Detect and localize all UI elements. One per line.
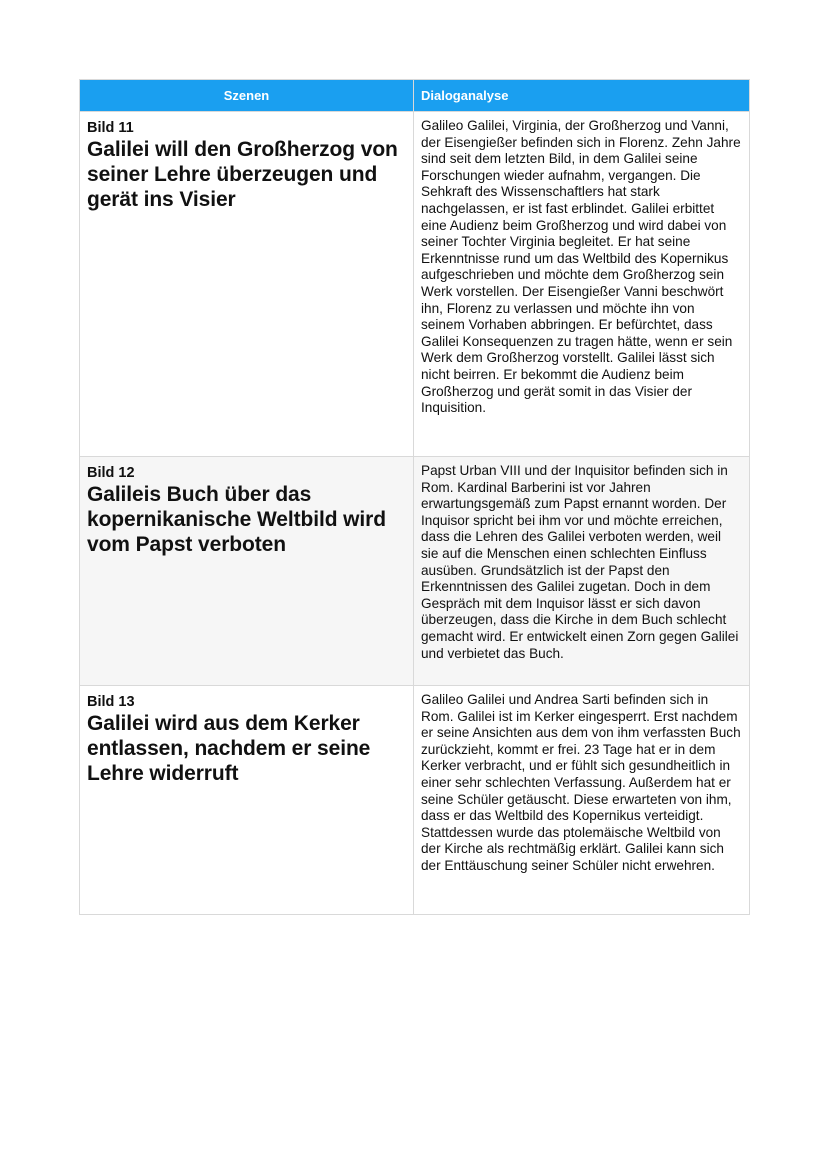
table-header-row [80,80,750,112]
analysis-text: Papst Urban VIII und der Inquisitor befinden sich in Rom. Kardinal Barberini ist vor Jahren erwartungsgemäß zum Papst ernannt worden. Der Inquisor spricht bei ihm vor und möchte erreichen, dass die Lehren des Galilei verboten werden, weil sie auf die Menschen einen schlechten Einfluss ausüben. Grundsätzlich ist der Papst den Erkenntnissen des Galilei zugetan. Doch in dem Gespräch mit dem Inquisor lässt er sich davon überzeugen, dass die Kirche in dem Buch schlecht gemacht wird. Er entwickelt einen Zorn gegen Galilei und verbietet das Buch. [421,463,739,661]
scene-cell [80,686,414,915]
analysis-cell [414,686,750,915]
table-row [80,457,750,686]
scene-title: Galilei will den Großherzog von seiner Lehre überzeugen und gerät ins Visier [87,138,398,211]
scene-number: Bild 11 [87,120,134,136]
scenes-table [79,79,750,915]
scene-title: Galilei wird aus dem Kerker entlassen, nachdem er seine Lehre widerruft [87,712,371,785]
header-analysis: Dialoganalyse [414,80,750,112]
analysis-cell [414,112,750,457]
header-scenes: Szenen [80,80,414,112]
scene-cell [80,112,414,457]
analysis-text: Galileo Galilei, Virginia, der Großherzog und Vanni, der Eisengießer befinden sich in Florenz. Zehn Jahre sind seit dem letzten Bild, in dem Galilei seine Forschungen wieder aufnahm, vergangen. Die Sehkraft des Wissenschaftlers hat stark nachgelassen, er ist fast erblindet. Galilei erbittet eine Audienz beim Großherzog und wird dabei von seiner Tochter Virginia begleitet. Er hat seine Erkenntnisse rund um das Weltbild des Kopernikus aufgeschrieben und möchte dem Großherzog sein Werk vorstellen. Der Eisengießer Vanni beschwört ihn, Florenz zu verlassen und möchte ihn von seinem Vorhaben abbringen. Er befürchtet, dass Galilei Konsequenzen zu tragen hätte, wenn er sein Werk dem Großherzog vorstellt. Galilei lässt sich nicht beirren. Er bekommt die Audienz beim Großherzog und gerät somit in das Visier der Inquisition. [421,118,741,416]
table-row [80,112,750,457]
analysis-cell [414,457,750,686]
scene-title: Galileis Buch über das kopernikanische Weltbild wird vom Papst verboten [87,483,386,556]
analysis-text: Galileo Galilei und Andrea Sarti befinden sich in Rom. Galilei ist im Kerker eingesperrt. Erst nachdem er seine Ansichten aus dem von ihm verfassten Buch zurückzieht, kommt er frei. 23 Tage hat er in dem Kerker verbracht, und er fühlt sich gesundheitlich in einer sehr schlechten Verfassung. Außerdem hat er seine Schüler getäuscht. Diese erwarteten von ihm, dass er das Weltbild des Kopernikus verteidigt. Stattdessen wurde das ptolemäische Weltbild von der Kirche als rechtmäßig erklärt. Galilei kann sich der Enttäuschung seiner Schüler nicht erwehren. [421,692,741,873]
scene-number: Bild 13 [87,694,135,710]
table-row [80,686,750,915]
scene-cell [80,457,414,686]
scene-number: Bild 12 [87,465,135,481]
